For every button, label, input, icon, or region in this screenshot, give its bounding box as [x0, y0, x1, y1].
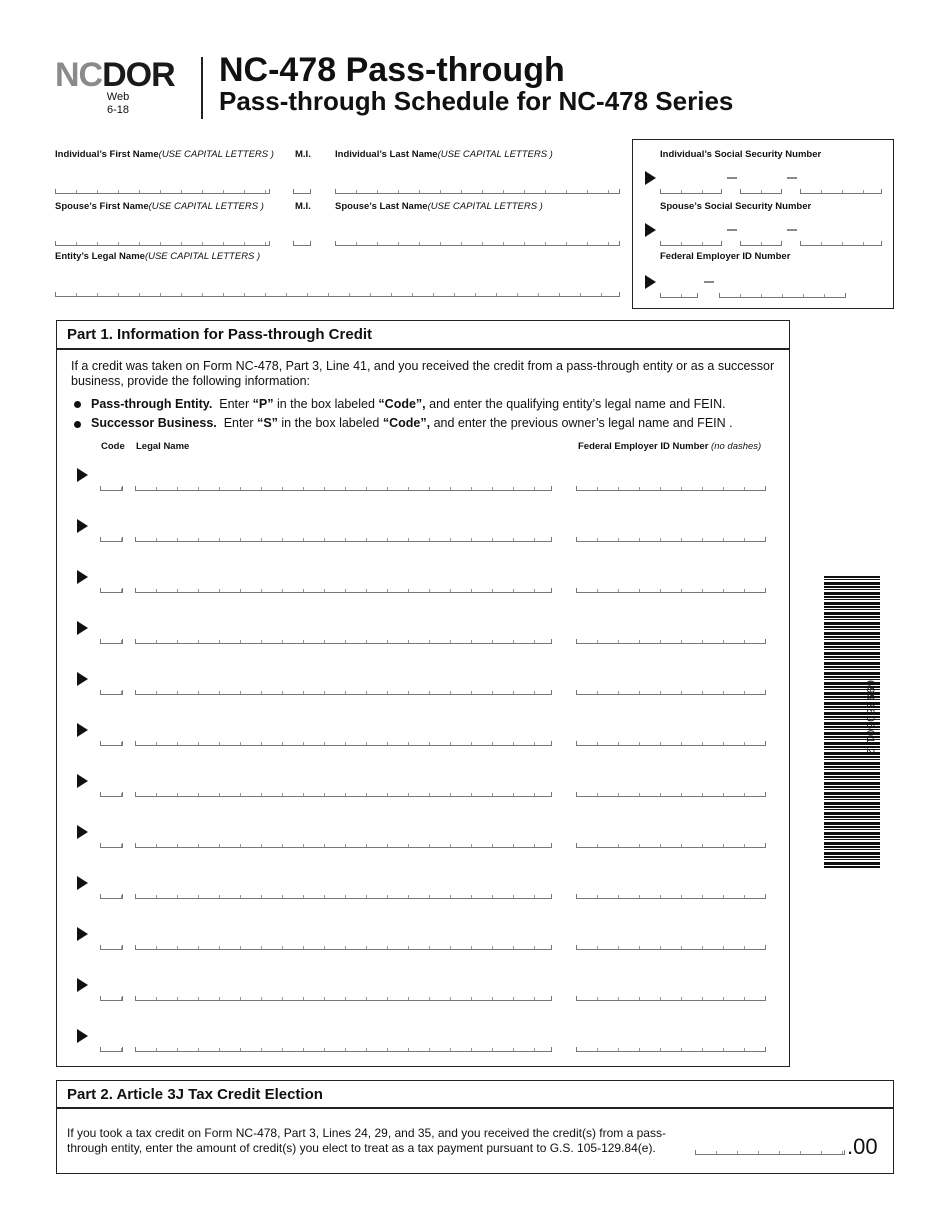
legal-name-input[interactable] — [135, 1047, 552, 1052]
legal-name-input[interactable] — [135, 843, 552, 848]
part2-text: If you took a tax credit on Form NC-478, Part 3, Lines 24, 29, and 35, and you received the credit(s) from a pass-through entity, enter the amount of credit(s) you elect to treat as a tax payment pursuant to G.S. 105-129.84(e). — [67, 1126, 666, 1155]
row-arrow-icon — [77, 468, 88, 482]
part1-rule — [56, 348, 790, 350]
logo-nc: NC — [55, 56, 103, 94]
first-name-label: Individual’s First Name(USE CAPITAL LETTERS ) — [55, 149, 274, 160]
row-arrow-icon — [77, 570, 88, 584]
spouse-ssn-dash-icon — [727, 229, 737, 231]
col-name-header: Legal Name — [136, 441, 190, 452]
fein-input[interactable] — [576, 741, 766, 746]
spouse-ssn-part3-input[interactable] — [800, 241, 882, 246]
ssn-part3-input[interactable] — [800, 189, 882, 194]
ssn-dash-icon — [727, 177, 737, 179]
spouse-ssn-part1-input[interactable] — [660, 241, 722, 246]
spouse-last-name-label: Spouse’s Last Name(USE CAPITAL LETTERS ) — [335, 201, 543, 212]
mi-label: M.I. — [295, 149, 311, 160]
amount-cents: .00 — [847, 1134, 878, 1159]
spouse-mi-label: M.I. — [295, 201, 311, 212]
spouse-first-name-label: Spouse’s First Name(USE CAPITAL LETTERS ) — [55, 201, 264, 212]
legal-name-input[interactable] — [135, 945, 552, 950]
barcode-number: 699280601 2 — [864, 680, 876, 756]
legal-name-input[interactable] — [135, 741, 552, 746]
ssn-part1-input[interactable] — [660, 189, 722, 194]
last-name-input[interactable] — [335, 189, 620, 194]
col-fein-header: Federal Employer ID Number (no dashes) — [578, 441, 762, 452]
fein-part2-input[interactable] — [719, 293, 846, 298]
fein-input[interactable] — [576, 588, 766, 593]
legal-name-input[interactable] — [135, 792, 552, 797]
legal-name-input[interactable] — [135, 996, 552, 1001]
row-arrow-icon — [77, 774, 88, 788]
bullet-successor: Successor Business. Enter “S” in the box labeled “Code”, and enter the previous owner’s legal name and FEIN . — [91, 416, 733, 430]
spouse-last-name-input[interactable] — [335, 241, 620, 246]
part1-intro: If a credit was taken on Form NC-478, Part 3, Line 41, and you received the credit from a pass-through entity or as a successor business, provide the following information: — [71, 359, 775, 388]
fein-input[interactable] — [576, 843, 766, 848]
fein-input[interactable] — [576, 1047, 766, 1052]
row-arrow-icon — [77, 825, 88, 839]
version-line2: 6-18 — [106, 104, 130, 116]
fein-input[interactable] — [576, 537, 766, 542]
fein-label: Federal Employer ID Number — [660, 251, 791, 262]
last-name-label: Individual’s Last Name(USE CAPITAL LETTERS ) — [335, 149, 553, 160]
legal-name-input[interactable] — [135, 639, 552, 644]
col-code-header: Code — [101, 441, 125, 452]
code-input[interactable] — [100, 894, 123, 899]
bullet-pass-through: Pass-through Entity. Enter “P” in the box labeled “Code”, and enter the qualifying entity’s legal name and FEIN. — [91, 397, 726, 411]
legal-name-input[interactable] — [135, 690, 552, 695]
spouse-ssn-part2-input[interactable] — [740, 241, 782, 246]
row-arrow-icon — [77, 1029, 88, 1043]
part1-heading: Part 1. Information for Pass-through Credit — [67, 326, 373, 343]
fein-arrow-icon — [645, 275, 656, 289]
fein-dash-icon — [704, 281, 714, 283]
code-input[interactable] — [100, 792, 123, 797]
first-name-input[interactable] — [55, 189, 270, 194]
code-input[interactable] — [100, 537, 123, 542]
legal-name-input[interactable] — [135, 537, 552, 542]
spouse-ssn-label: Spouse’s Social Security Number — [660, 201, 812, 212]
header-divider — [201, 57, 203, 119]
row-arrow-icon — [77, 978, 88, 992]
spouse-mi-input[interactable] — [293, 241, 311, 246]
entity-name-input[interactable] — [55, 292, 620, 297]
code-input[interactable] — [100, 996, 123, 1001]
form-subtitle: Pass-through Schedule for NC-478 Series — [219, 86, 734, 116]
fein-input[interactable] — [576, 894, 766, 899]
id-number-box — [632, 139, 894, 309]
code-input[interactable] — [100, 639, 123, 644]
spouse-ssn-dash-icon — [787, 229, 797, 231]
code-input[interactable] — [100, 690, 123, 695]
code-input[interactable] — [100, 843, 123, 848]
part2-heading: Part 2. Article 3J Tax Credit Election — [67, 1086, 323, 1103]
fein-input[interactable] — [576, 690, 766, 695]
credit-amount-input[interactable] — [695, 1150, 845, 1155]
ssn-part2-input[interactable] — [740, 189, 782, 194]
spouse-ssn-arrow-icon — [645, 223, 656, 237]
row-arrow-icon — [77, 519, 88, 533]
ncdor-logo — [55, 58, 175, 92]
form-title: NC-478 Pass-through — [219, 51, 565, 89]
ssn-dash-icon — [787, 177, 797, 179]
row-arrow-icon — [77, 672, 88, 686]
row-arrow-icon — [77, 876, 88, 890]
version-line1: Web — [106, 91, 130, 103]
code-input[interactable] — [100, 945, 123, 950]
bullet-icon — [74, 401, 81, 408]
code-input[interactable] — [100, 588, 123, 593]
form-version — [104, 91, 132, 117]
part2-rule — [56, 1107, 894, 1109]
code-input[interactable] — [100, 486, 123, 491]
ssn-arrow-icon — [645, 171, 656, 185]
bullet-icon — [74, 421, 81, 428]
legal-name-input[interactable] — [135, 486, 552, 491]
fein-part1-input[interactable] — [660, 293, 698, 298]
fein-input[interactable] — [576, 996, 766, 1001]
code-input[interactable] — [100, 1047, 123, 1052]
logo-dor: DOR — [102, 56, 175, 94]
legal-name-input[interactable] — [135, 894, 552, 899]
code-input[interactable] — [100, 741, 123, 746]
entity-name-label: Entity’s Legal Name(USE CAPITAL LETTERS ) — [55, 251, 261, 262]
fein-input[interactable] — [576, 486, 766, 491]
fein-input[interactable] — [576, 639, 766, 644]
row-arrow-icon — [77, 723, 88, 737]
fein-input[interactable] — [576, 792, 766, 797]
mi-input[interactable] — [293, 189, 311, 194]
row-arrow-icon — [77, 621, 88, 635]
legal-name-input[interactable] — [135, 588, 552, 593]
fein-input[interactable] — [576, 945, 766, 950]
ssn-label: Individual’s Social Security Number — [660, 149, 822, 160]
row-arrow-icon — [77, 927, 88, 941]
spouse-first-name-input[interactable] — [55, 241, 270, 246]
